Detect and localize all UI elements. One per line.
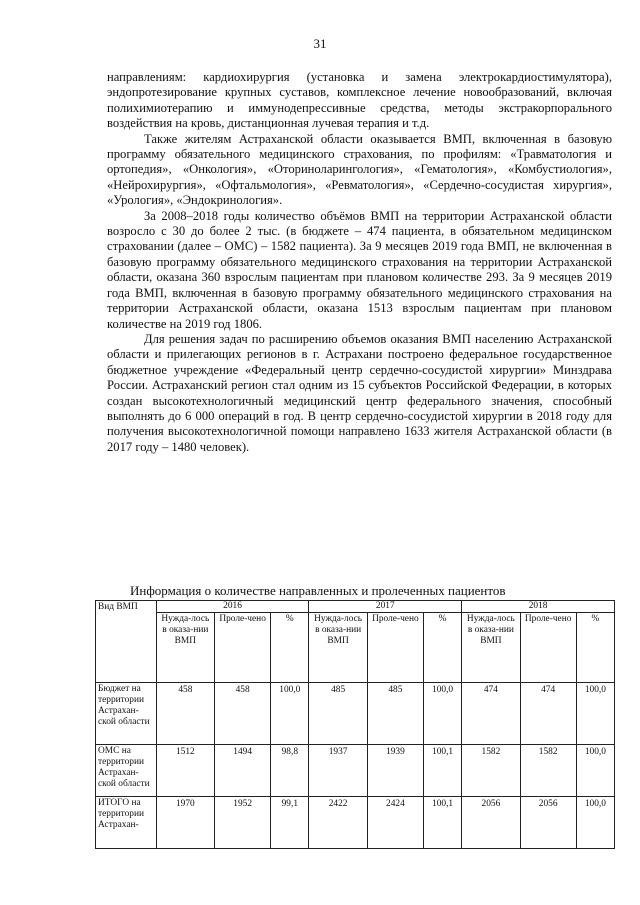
cell: 100,1 [423,797,461,849]
cell: 485 [309,683,367,745]
cell: 1582 [462,745,520,797]
table-header-row [96,601,615,613]
paragraph: За 2008–2018 годы количество объёмов ВМП на территории Астраханской области возросло с 30 до более 2 тыс. (в бюджете – 474 пациента, в обязательном медицинском страховании (далее – ОМС) – 1582 пациента). За 9 месяцев 2019 года ВМП, не включенная в базовую программу обязательного медицинского страхования на территории Астраханской области, оказана 360 взрослым пациентам при плановом количестве 293. За 9 месяцев 2019 года ВМП, включенная в базовую программу обязательного медицинского страхования на территории Астраханской области, оказана 1513 взрослым пациентам при плановом количестве на 2019 год 1806. [107,208,612,331]
subheader-needed: Нужда-лось в оказа-нии ВМП [309,613,367,683]
cell: 98,8 [271,745,309,797]
page-number: 31 [313,36,327,51]
cell: 2056 [462,797,520,849]
cell: 1952 [215,797,271,849]
subheader-percent: % [576,613,614,683]
cell: 458 [156,683,214,745]
patients-table [95,600,615,849]
cell: 100,0 [271,683,309,745]
table-row [96,797,615,849]
cell: 1937 [309,745,367,797]
subheader-percent: % [423,613,461,683]
cell: 100,0 [576,797,614,849]
column-header-vid-vmp: Вид ВМП [96,601,157,683]
cell: 474 [462,683,520,745]
subheader-needed: Нужда-лось в оказа-нии ВМП [462,613,520,683]
subheader-percent: % [271,613,309,683]
cell: 100,1 [423,745,461,797]
cell: 485 [367,683,423,745]
paragraph: Также жителям Астраханской области оказывается ВМП, включенная в базовую программу обязательного медицинского страхования, по профилям: «Травматология и ортопедия», «Онкология», «Оториноларингология», «Гематология», «Комбустиология», «Нейрохирургия», «Офтальмология», «Ревматология», «Сердечно-сосудистая хирургия», «Урология», «Эндокринология». [107,131,612,208]
cell: 1512 [156,745,214,797]
cell: 2424 [367,797,423,849]
cell: 100,0 [423,683,461,745]
cell: 458 [215,683,271,745]
subheader-treated: Проле-чено [215,613,271,683]
year-header-2017: 2017 [309,601,462,613]
cell: 1939 [367,745,423,797]
row-label: ИТОГО на территории Астрахан- [96,797,157,849]
cell: 99,1 [271,797,309,849]
year-header-2018: 2018 [462,601,615,613]
cell: 1494 [215,745,271,797]
body-text [107,70,612,455]
cell: 474 [520,683,576,745]
table-caption: Информация о количестве направленных и пролеченных пациентов [130,583,506,598]
cell: 2422 [309,797,367,849]
subheader-treated: Проле-чено [367,613,423,683]
cell: 1582 [520,745,576,797]
year-header-2016: 2016 [156,601,309,613]
paragraph: Для решения задач по расширению объемов оказания ВМП населению Астраханской области и прилегающих регионов в г. Астрахани построено федеральное государственное бюджетное учреждение «Федеральный центр сердечно-сосудистой хирургии» Минздрава России. Астраханский регион стал одним из 15 субъектов Российской Федерации, в которых создан высокотехнологичный медицинский центр федерального значения, способный выполнять до 6 000 операций в год. В центр сердечно-сосудистой хирургии в 2018 году для получения высокотехнологичной помощи направлено 1633 жителя Астраханской области (в 2017 году – 1480 человек). [107,331,612,454]
cell: 100,0 [576,745,614,797]
table-row [96,683,615,745]
subheader-needed: Нужда-лось в оказа-нии ВМП [156,613,214,683]
subheader-treated: Проле-чено [520,613,576,683]
cell: 2056 [520,797,576,849]
table-row [96,745,615,797]
cell: 100,0 [576,683,614,745]
row-label: ОМС на территории Астрахан-ской области [96,745,157,797]
paragraph: направлениям: кардиохирургия (установка и замена электрокардиостимулятора), эндопротезирование крупных суставов, комплексное лечение новообразований, включая полихимиотерапию и иммунодепрессивные средства, методы экстракорпорального воздействия на кровь, дистанционная лучевая терапия и т.д. [107,70,612,131]
row-label: Бюджет на территории Астрахан-ской области [96,683,157,745]
table-subheader-row [96,613,615,683]
cell: 1970 [156,797,214,849]
